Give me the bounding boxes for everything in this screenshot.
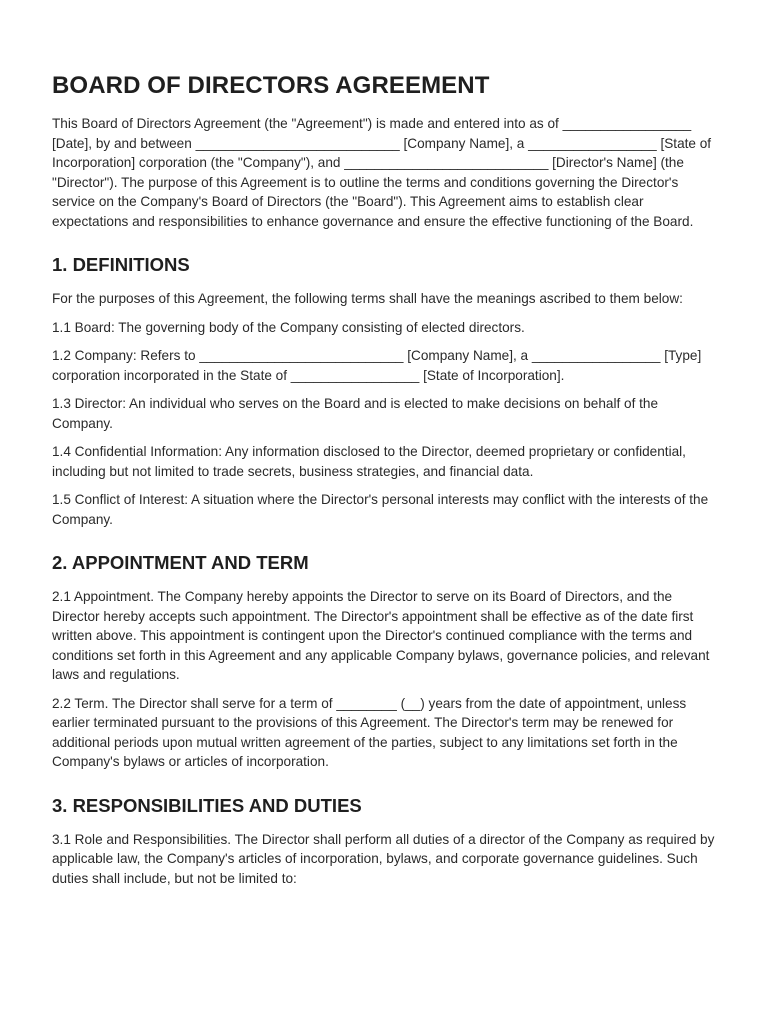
section-paragraph: 1.4 Confidential Information: Any information disclosed to the Director, deemed proprietary or confidential, including but not limited to trade secrets, business strategies, and financial data.: [52, 444, 686, 479]
section-responsibilities-and-duties: [52, 794, 722, 889]
document-title: BOARD OF DIRECTORS AGREEMENT: [52, 72, 490, 99]
intro-paragraph: This Board of Directors Agreement (the "Agreement") is made and entered into as of _________________ [Date], by and between ___________________________ [Company Name], a _________________ [State of Incorporation] corporation (the "Company"), and ___________________________ [Director's Name] (the "Director"). The purpose of this Agreement is to outline the terms and conditions governing the Director's service on the Company's Board of Directors (the "Board"). This Agreement aims to establish clear expectations and responsibilities to enhance governance and ensure the effective functioning of the Board.: [52, 116, 712, 229]
section-paragraph: 1.5 Conflict of Interest: A situation where the Director's personal interests may conflict with the interests of the Company.: [52, 492, 709, 527]
section-paragraph: 1.1 Board: The governing body of the Company consisting of elected directors.: [52, 319, 525, 335]
section-appointment-and-term: [52, 551, 722, 772]
section-paragraph: 2.1 Appointment. The Company hereby appoints the Director to serve on its Board of Directors, and the Director hereby accepts such appointment. The Director's appointment shall be effective as of the date first written above. This appointment is contingent upon the Director's continued compliance with the terms and conditions set forth in this Agreement and any applicable Company bylaws, governance policies, and relevant laws and regulations.: [52, 589, 710, 682]
section-paragraph: For the purposes of this Agreement, the following terms shall have the meanings ascribed to them below:: [52, 291, 683, 306]
section-heading: 3. RESPONSIBILITIES AND DUTIES: [52, 794, 362, 816]
section-paragraph: 3.1 Role and Responsibilities. The Director shall perform all duties of a director of the Company as required by applicable law, the Company's articles of incorporation, bylaws, and corporate governance guidelines. Such duties shall include, but not be limited to:: [52, 831, 715, 886]
section-definitions: [52, 253, 722, 529]
section-paragraph: 2.2 Term. The Director shall serve for a term of ________ (__) years from the date of appointment, unless earlier terminated pursuant to the provisions of this Agreement. The Director's term may be renewed for additional periods upon mutual written agreement of the parties, subject to any limitations set forth in the Company's bylaws or articles of incorporation.: [52, 695, 687, 769]
section-paragraph: 1.2 Company: Refers to ___________________________ [Company Name], a _________________ [Type] corporation incorporated in the State of _________________ [State of Incorporation].: [52, 348, 702, 383]
section-heading: 1. DEFINITIONS: [52, 254, 190, 275]
section-paragraph: 1.3 Director: An individual who serves on the Board and is elected to make decisions on behalf of the Company.: [52, 396, 659, 431]
section-heading: 2. APPOINTMENT AND TERM: [52, 552, 309, 573]
